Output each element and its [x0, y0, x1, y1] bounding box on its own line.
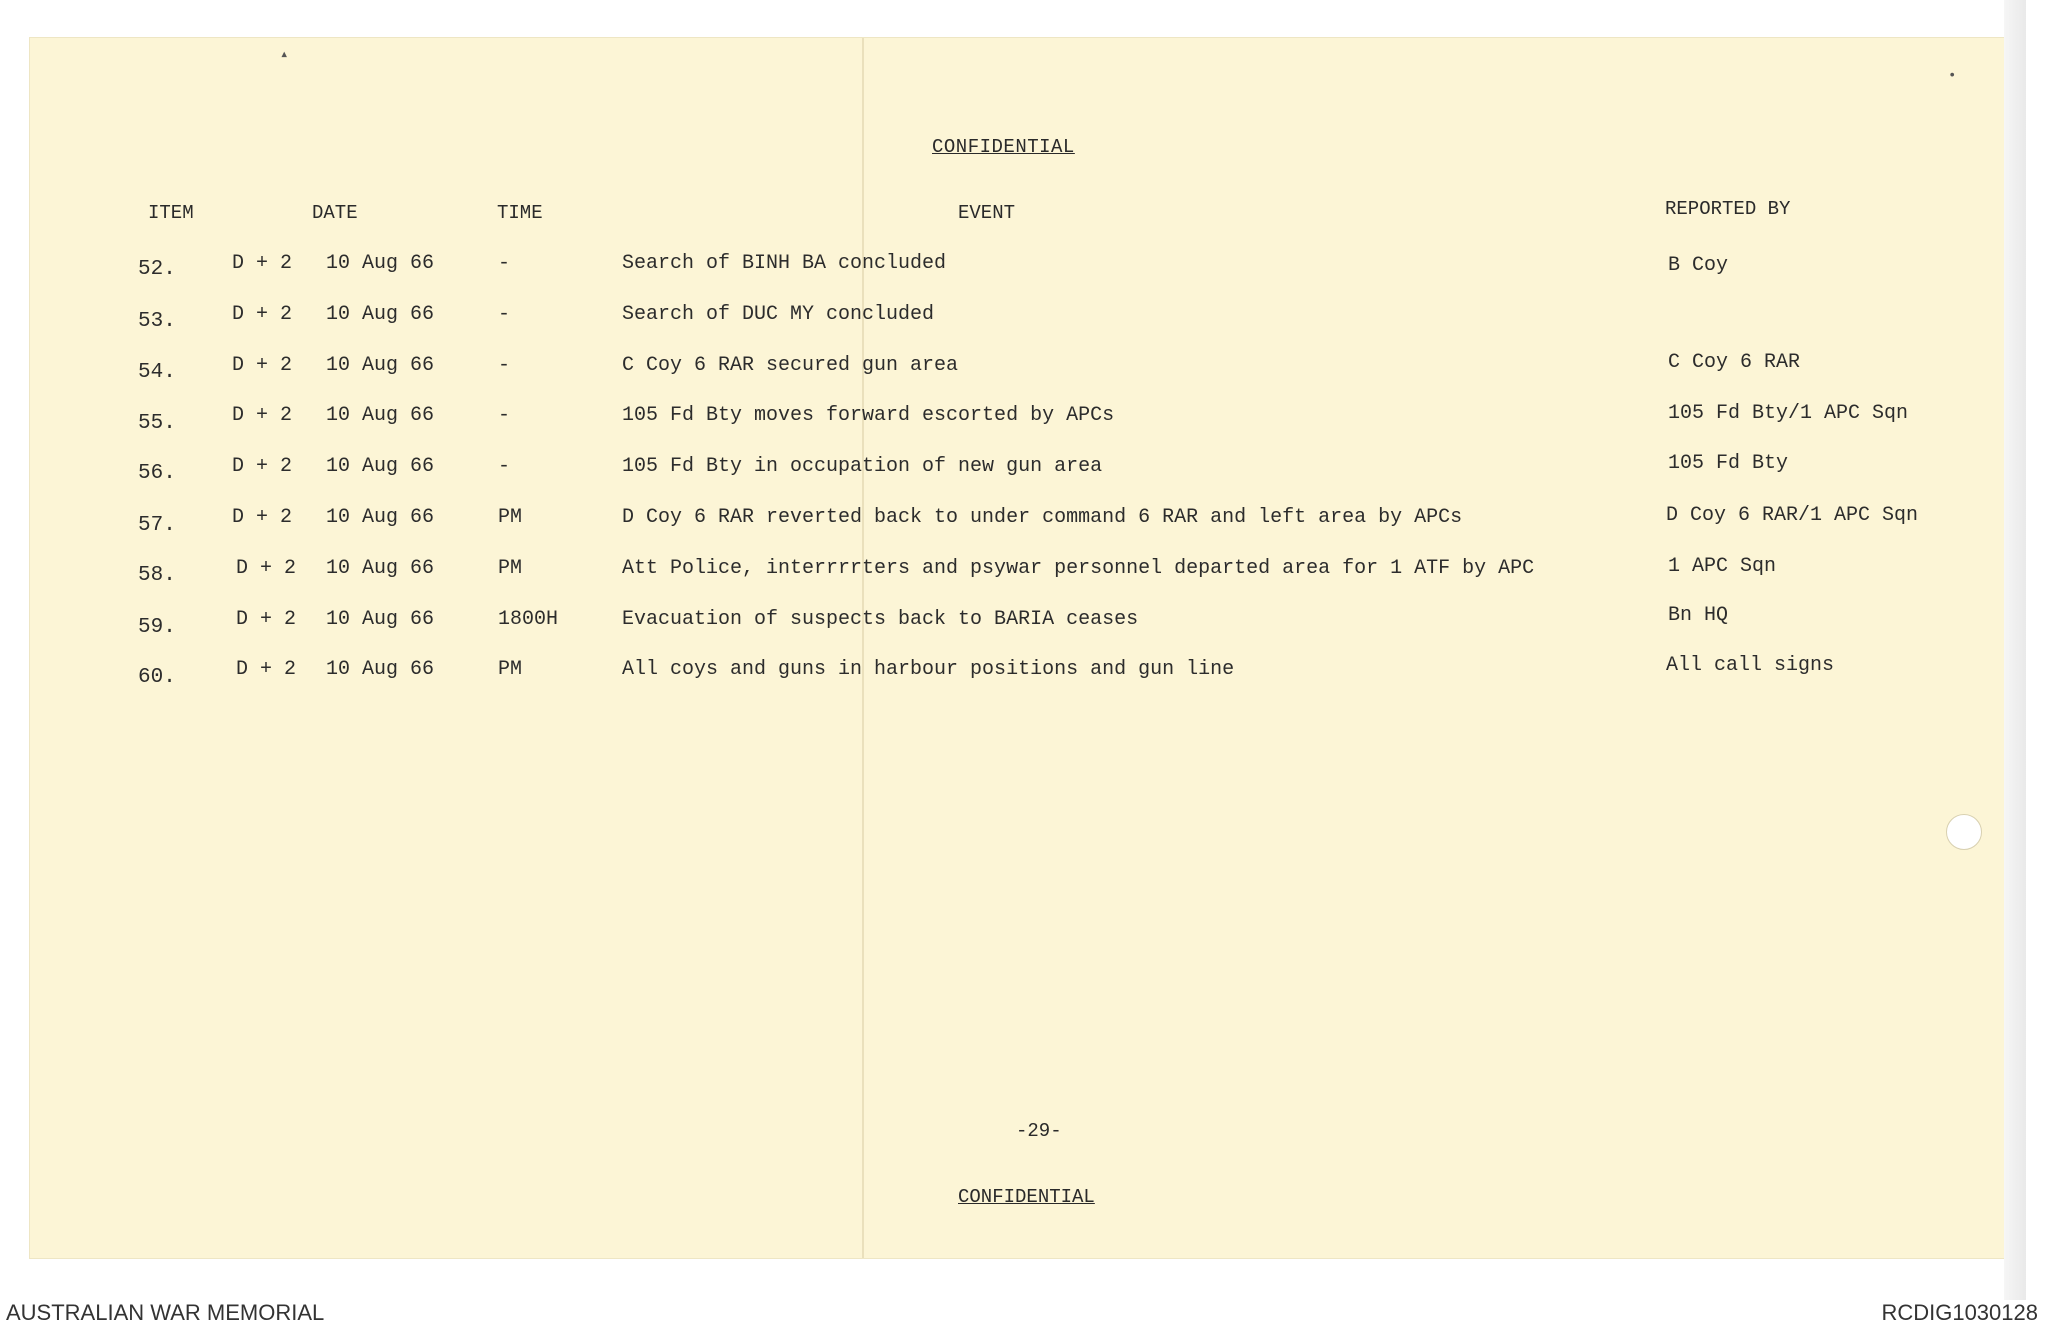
bleed-through-text — [1190, 218, 1201, 240]
row-reported-by: 1 APC Sqn — [1668, 555, 1777, 578]
row-date: 10 Aug 66 — [326, 506, 435, 529]
row-date: 10 Aug 66 — [326, 658, 435, 681]
margin-dot: • — [1948, 68, 1957, 84]
row-event: C Coy 6 RAR secured gun area — [622, 354, 959, 377]
page-fold — [862, 38, 864, 1258]
row-date: 10 Aug 66 — [326, 252, 435, 275]
row-d: D + 2 — [232, 354, 293, 377]
row-d: D + 2 — [236, 608, 297, 631]
row-event: Evacuation of suspects back to BARIA ceases — [622, 608, 1139, 631]
row-item: 54. — [138, 361, 176, 384]
header-reported-by: REPORTED BY — [1665, 198, 1791, 220]
row-time: PM — [498, 658, 523, 681]
row-item: 56. — [138, 462, 176, 485]
archive-id: RCDIG1030128 — [1881, 1300, 2038, 1325]
row-time: - — [498, 455, 511, 478]
row-item: 58. — [138, 564, 176, 587]
row-item: 55. — [138, 412, 176, 435]
row-event: Att Police, interrrrters and psywar personnel departed area for 1 ATF by APC — [622, 557, 1535, 580]
row-time: PM — [498, 557, 523, 580]
document-title: CONFIDENTIAL — [932, 136, 1075, 158]
row-d: D + 2 — [236, 658, 297, 681]
row-event: 105 Fd Bty moves forward escorted by APCs — [622, 404, 1115, 427]
margin-tick: ▴ — [280, 47, 289, 63]
archive-source: AUSTRALIAN WAR MEMORIAL — [6, 1300, 325, 1325]
row-time: - — [498, 354, 511, 377]
row-date: 10 Aug 66 — [326, 455, 435, 478]
row-time: 1800H — [498, 608, 559, 631]
row-time: - — [498, 404, 511, 427]
row-date: 10 Aug 66 — [326, 354, 435, 377]
row-date: 10 Aug 66 — [326, 557, 435, 580]
header-item: ITEM — [148, 202, 194, 224]
row-time: - — [498, 252, 511, 275]
row-d: D + 2 — [232, 252, 293, 275]
row-reported-by: 105 Fd Bty/1 APC Sqn — [1668, 402, 1909, 425]
row-reported-by: D Coy 6 RAR/1 APC Sqn — [1666, 504, 1919, 527]
row-item: 57. — [138, 514, 176, 537]
header-event: EVENT — [958, 202, 1016, 224]
row-date: 10 Aug 66 — [326, 404, 435, 427]
row-event: Search of BINH BA concluded — [622, 252, 947, 275]
header-date: DATE — [312, 202, 358, 224]
header-time: TIME — [497, 202, 543, 224]
row-reported-by: All call signs — [1666, 654, 1835, 677]
row-date: 10 Aug 66 — [326, 608, 435, 631]
row-item: 53. — [138, 310, 176, 333]
row-item: 52. — [138, 258, 176, 281]
row-d: D + 2 — [232, 455, 293, 478]
row-reported-by: C Coy 6 RAR — [1668, 351, 1801, 374]
footer-confidential: CONFIDENTIAL — [958, 1186, 1095, 1208]
page-number: -29- — [1016, 1120, 1062, 1142]
row-item: 59. — [138, 616, 176, 639]
row-d: D + 2 — [232, 404, 293, 427]
row-date: 10 Aug 66 — [326, 303, 435, 326]
row-item: 60. — [138, 666, 176, 689]
row-reported-by: 105 Fd Bty — [1668, 452, 1789, 475]
row-event: Search of DUC MY concluded — [622, 303, 935, 326]
row-reported-by: B Coy — [1668, 254, 1729, 277]
row-time: PM — [498, 506, 523, 529]
row-d: D + 2 — [236, 557, 297, 580]
row-event: All coys and guns in harbour positions and gun line — [622, 658, 1235, 681]
punch-hole — [1946, 814, 1982, 850]
row-d: D + 2 — [232, 303, 293, 326]
page-edge — [2004, 0, 2026, 1300]
row-reported-by: Bn HQ — [1668, 604, 1729, 627]
row-event: D Coy 6 RAR reverted back to under command 6 RAR and left area by APCs — [622, 506, 1463, 529]
row-time: - — [498, 303, 511, 326]
row-d: D + 2 — [232, 506, 293, 529]
row-event: 105 Fd Bty in occupation of new gun area — [622, 455, 1103, 478]
